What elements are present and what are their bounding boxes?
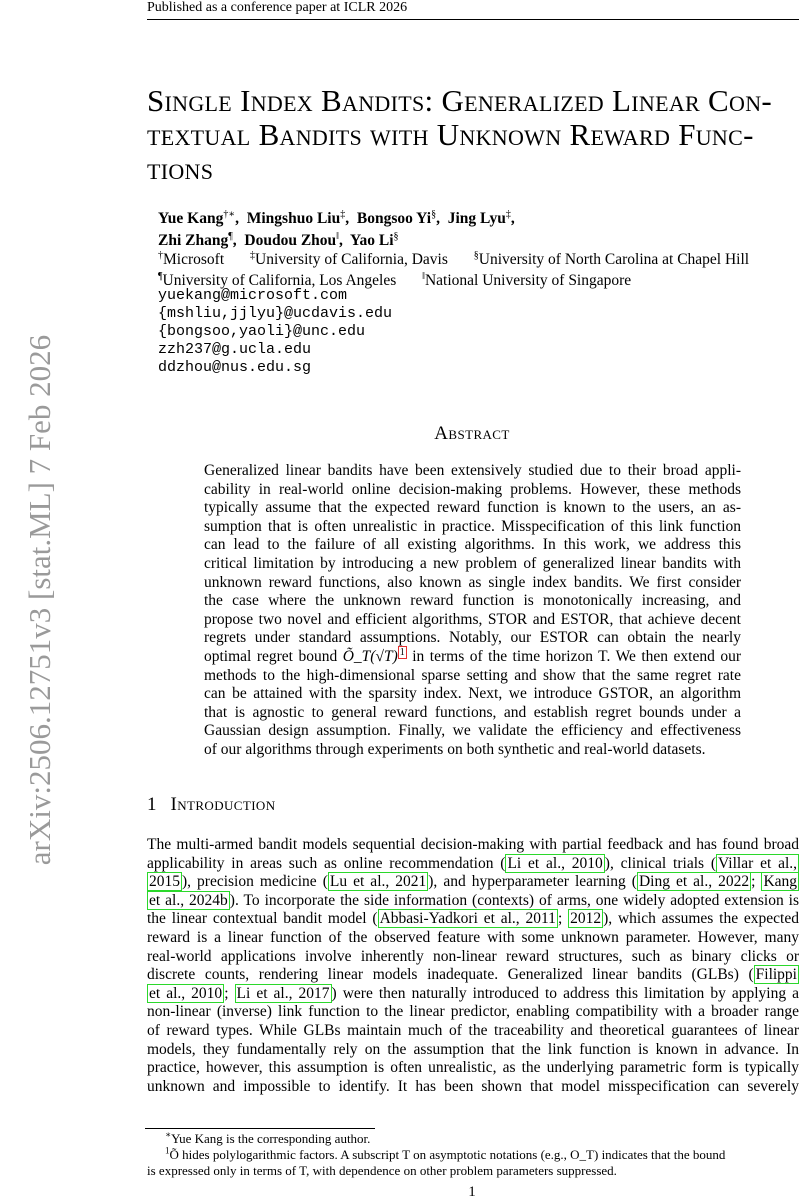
footnote-1 xyxy=(147,1147,799,1163)
abstract-line: of our algorithms through experiments on both synthetic and real-world datasets. xyxy=(204,740,706,758)
email: {bongsoo,yaoli}@unc.edu xyxy=(158,323,366,340)
abstract-line: Gaussian design assumption. Finally, we validate the efficiency and effectiveness xyxy=(204,722,741,740)
email: zzh237@g.ucla.edu xyxy=(158,341,312,358)
intro-text: unknown and impossible to identify. It has been shown that model misspecification can severely xyxy=(147,1077,799,1095)
running-header: Published as a conference paper at ICLR 2026 xyxy=(147,0,408,15)
email: yuekang@microsoft.com xyxy=(158,287,348,304)
footnote-text: Õ hides polylogarithmic factors. A subscript T on asymptotic notations (e.g., O_T) indicates that the bound xyxy=(169,1147,726,1162)
intro-line xyxy=(147,873,799,892)
citation-link[interactable]: et al., 2024b xyxy=(149,891,228,909)
abstract-line: cability in real-world online decision-making problems. However, these methods xyxy=(204,480,741,498)
email: ddzhou@nus.edu.sg xyxy=(158,359,312,376)
author-line-2: Zhi Zhang¶, Doudou Zhou‖, Yao Li§ xyxy=(158,230,399,249)
author-mark: ‡ xyxy=(340,208,346,220)
intro-text: ), clinical trials ( xyxy=(604,854,717,872)
author-mark: § xyxy=(393,230,399,242)
author-mark: †∗ xyxy=(223,208,236,220)
affiliation-mark: § xyxy=(473,249,479,261)
intro-text: ), which assumes the expected xyxy=(603,910,799,928)
footnote-1-cont: is expressed only in terms of T, with dependence on other problem parameters suppressed. xyxy=(147,1163,617,1178)
affiliation-name: University of North Carolina at Chapel Hill xyxy=(478,251,750,268)
affiliation-mark: ‖ xyxy=(422,270,425,282)
intro-line xyxy=(147,966,799,985)
abstract-math-line xyxy=(204,648,741,667)
intro-line xyxy=(147,1022,799,1041)
citation-link[interactable]: Li et al., 2017 xyxy=(236,984,330,1002)
abstract-line: sumption that is often unrealistic in practice. Misspecification of this link function xyxy=(204,517,741,535)
affiliation-name: National University of Singapore xyxy=(424,272,632,289)
abstract-line: can lead to the failure of all existing algorithms. In this work, we address this xyxy=(204,536,741,554)
intro-line xyxy=(147,1041,799,1060)
citation-link[interactable]: Ding et al., 2022 xyxy=(638,873,750,891)
page-number: 1 xyxy=(468,1184,476,1200)
author-name: Jing Lyu xyxy=(447,210,506,227)
title-line: tions xyxy=(147,151,214,186)
author-mark: ¶ xyxy=(228,230,233,242)
header-rule xyxy=(147,19,799,20)
abstract-line: that is agnostic to general reward functions, and establish regret bounds under a xyxy=(204,703,741,721)
citation-link[interactable]: et al., 2010 xyxy=(149,984,223,1002)
footnote-star xyxy=(147,1131,799,1147)
citation-link[interactable]: Abbasi-Yadkori et al., 2011 xyxy=(379,910,556,928)
footnote-link[interactable]: 1 xyxy=(399,646,405,658)
section-title: Introduction xyxy=(170,794,276,815)
citation-link[interactable]: Li et al., 2010 xyxy=(507,854,603,872)
footnotes xyxy=(147,1131,799,1179)
intro-text: non-linear (inverse) link function to the linear predictor, enabling compatibility with a broader range xyxy=(147,1003,799,1021)
abstract-line: methods to the high-dimensional sparse setting and show that the same regret rate xyxy=(204,666,741,684)
intro-text: models, they fundamentally rely on the assumption that the link function is known in advance. In xyxy=(147,1040,799,1058)
affiliation-line-1 xyxy=(158,249,749,270)
affiliation-name: University of California, Los Angeles xyxy=(162,272,397,289)
intro-text: ; xyxy=(224,984,235,1002)
intro-line xyxy=(147,855,799,874)
intro-text: the linear contextual bandit model ( xyxy=(147,910,378,928)
affiliation-mark: ¶ xyxy=(158,270,163,282)
intro-line xyxy=(147,1078,799,1097)
intro-text: The multi-armed bandit models sequential decision-making with partial feedback and has found broad xyxy=(147,836,799,853)
citation-link[interactable]: Filippi xyxy=(755,966,797,984)
intro-text: applicability in areas such as online recommendation ( xyxy=(147,854,506,872)
citation-link[interactable]: Villar et al., xyxy=(718,854,797,872)
intro-text: ; xyxy=(557,910,569,928)
introduction-body xyxy=(147,836,799,1096)
author-name: Bongsoo Yi xyxy=(356,210,432,227)
email-list xyxy=(158,287,392,377)
abstract-text: in terms of the time horizon T. We then extend our xyxy=(406,647,741,665)
abstract-line: can be attained with the sparsity index. Next, we introduce GSTOR, an algorithm xyxy=(204,685,741,703)
author-name: Mingshuo Liu xyxy=(246,210,341,227)
abstract-line: regrets under standard assumptions. Notably, our ESTOR can obtain the nearly xyxy=(204,629,741,647)
intro-line xyxy=(147,929,799,948)
regret-bound-math: Õ_T(√T) xyxy=(342,647,398,665)
intro-text: ), and hyperparameter learning ( xyxy=(428,873,637,891)
abstract-line: typically assume that the expected reward function is known to the users, an as- xyxy=(204,499,741,517)
email: {mshliu,jjlyu}@ucdavis.edu xyxy=(158,305,393,322)
intro-text: ), precision medicine ( xyxy=(182,873,328,891)
author-list xyxy=(158,208,515,252)
intro-line xyxy=(147,948,799,967)
abstract-body xyxy=(204,462,741,760)
affiliation-name: University of California, Davis xyxy=(255,251,448,268)
intro-line xyxy=(147,910,799,929)
intro-line xyxy=(147,892,799,911)
abstract-line: Generalized linear bandits have been extensively studied due to their broad appli- xyxy=(204,462,741,479)
footnote-text: Yue Kang is the corresponding author. xyxy=(171,1131,371,1146)
intro-text: discrete counts, rendering linear models inadequate. Generalized linear bandits (GLBs) ( xyxy=(147,966,754,984)
section-heading xyxy=(147,794,276,816)
citation-link[interactable]: Lu et al., 2021 xyxy=(329,873,427,891)
author-name: Zhi Zhang xyxy=(158,232,229,249)
abstract-line: the case where the unknown reward function is monotonically increasing, and xyxy=(204,592,741,610)
footnote-mark: ∗ xyxy=(165,1129,172,1140)
arxiv-stamp[interactable]: arXiv:2506.12751v3 [stat.ML] 7 Feb 2026 xyxy=(22,334,57,866)
author-name: Yao Li xyxy=(350,232,394,249)
intro-text: reward is a linear function of the observed feature with some unknown parameter. However, many xyxy=(147,928,799,946)
intro-text: real-world applications involve inherently non-linear reward structures, such as binary clicks or xyxy=(147,947,799,965)
abstract-heading: Abstract xyxy=(434,423,510,444)
abstract-line: propose two novel and efficient algorithms, STOR and ESTOR, that achieve decent xyxy=(204,610,741,628)
paper-title xyxy=(147,84,801,186)
title-line: textual Bandits with Unknown Reward Func- xyxy=(147,117,754,152)
intro-line xyxy=(147,1003,799,1022)
author-mark: ‖ xyxy=(336,230,339,242)
footnote-rule xyxy=(145,1128,375,1129)
footnote-mark: 1 xyxy=(165,1145,170,1156)
affiliation-name: Microsoft xyxy=(163,251,225,268)
citation-link[interactable]: 2015 xyxy=(149,873,180,891)
author-name: Doudou Zhou xyxy=(244,232,337,249)
author-mark: ‡ xyxy=(505,208,511,220)
author-name: Yue Kang xyxy=(158,210,224,227)
intro-line xyxy=(147,1059,799,1078)
intro-text: ). To incorporate the side information (contexts) of arms, one widely adopted extension is xyxy=(229,891,799,909)
citation-link[interactable]: 2012 xyxy=(570,910,602,928)
author-mark: § xyxy=(431,208,437,220)
intro-text: ; xyxy=(751,873,762,891)
title-line: Single Index Bandits: Generalized Linear Con- xyxy=(147,83,773,118)
abstract-text: optimal regret bound xyxy=(204,647,343,665)
abstract-line: unknown reward functions, also known as single index bandits. We first consider xyxy=(204,573,741,591)
section-number: 1 xyxy=(147,794,157,815)
affiliation-mark: ‡ xyxy=(250,249,256,261)
citation-link[interactable]: Kang xyxy=(763,873,798,891)
abstract-line: critical limitation by introducing a new problem of generalized linear bandits with xyxy=(204,554,741,572)
intro-text: of reward types. While GLBs maintain much of the traceability and theoretical guarantees of linear xyxy=(147,1021,799,1039)
intro-text: ) were then naturally introduced to address this limitation by applying a xyxy=(331,984,799,1002)
intro-line xyxy=(147,985,799,1004)
intro-line xyxy=(147,836,799,855)
intro-text: practice, however, this assumption is often unrealistic, as the underlying parametric form is typically xyxy=(147,1059,799,1077)
affiliation-mark: † xyxy=(158,249,163,261)
affiliations xyxy=(158,249,749,291)
author-line-1: Yue Kang†∗, Mingshuo Liu‡, Bongsoo Yi§, Jing Lyu‡, xyxy=(158,208,515,227)
